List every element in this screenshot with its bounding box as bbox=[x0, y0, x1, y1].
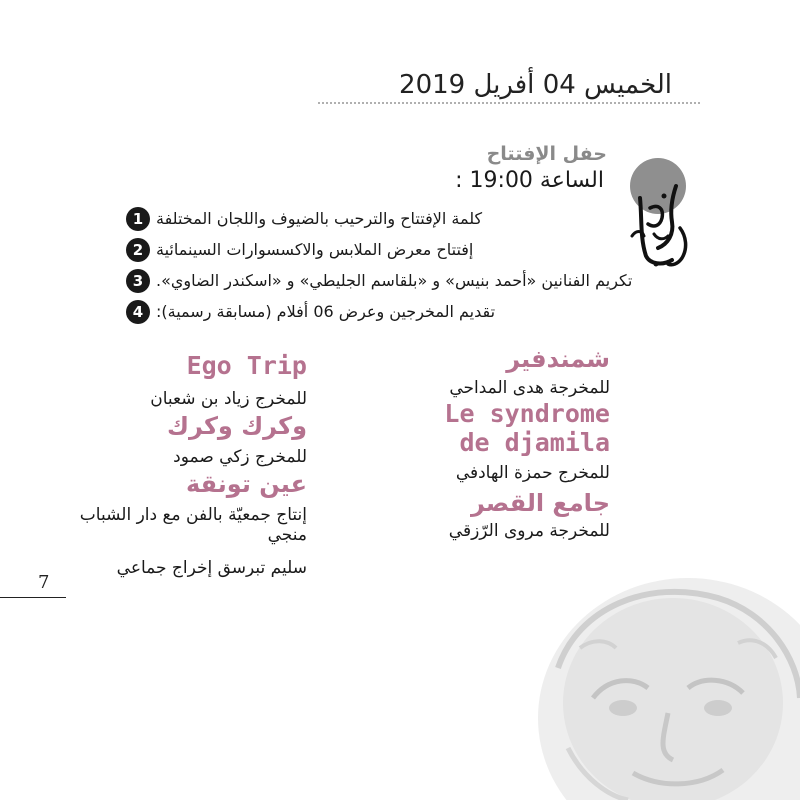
program-item-text: تكريم الفنانين «أحمد بنيس» و «بلقاسم الجليطي» و «اسكندر الضاوي». bbox=[156, 271, 633, 290]
dotted-divider bbox=[318, 102, 700, 104]
film-title: جامع القصر bbox=[470, 488, 610, 517]
calligraphy-logo-icon bbox=[628, 178, 698, 273]
film-title: شمندفير bbox=[506, 345, 610, 373]
film-credit: للمخرج زكي صمود bbox=[173, 446, 307, 467]
film-credit: سليم تبرسق إخراج جماعي bbox=[116, 557, 307, 578]
page-number: 7 bbox=[38, 572, 50, 593]
program-item bbox=[126, 265, 633, 296]
number-bullet: 2 bbox=[126, 238, 150, 262]
number-bullet: 1 bbox=[126, 207, 150, 231]
program-list bbox=[126, 203, 633, 327]
film-title: عين تونقة bbox=[185, 470, 307, 499]
program-item bbox=[126, 203, 606, 234]
film-credit: للمخرجة مروى الرّزقي bbox=[448, 521, 610, 542]
film-title: Ego Trip bbox=[186, 351, 307, 380]
opening-time: الساعة 19:00 : bbox=[455, 168, 604, 193]
number-bullet: 3 bbox=[126, 269, 150, 293]
program-item-text: كلمة الإفتتاح والترحيب بالضيوف واللجان المختلفة bbox=[156, 209, 483, 228]
portrait-illustration bbox=[498, 548, 800, 800]
page-date: الخميس 04 أفريل 2019 bbox=[399, 70, 672, 100]
film-credit: للمخرج زياد بن شعبان bbox=[150, 388, 307, 409]
number-bullet: 4 bbox=[126, 300, 150, 324]
films-right-column bbox=[370, 346, 610, 542]
program-item-text: تقديم المخرجين وعرض 06 أفلام (مسابقة رسمية): bbox=[156, 302, 496, 321]
film-credit: إنتاج جمعيّة بالفن مع دار الشباب منجي bbox=[79, 504, 307, 546]
program-item bbox=[126, 234, 606, 265]
section-title: حفل الإفتتاح bbox=[486, 143, 607, 165]
program-item bbox=[126, 296, 606, 327]
films-left-column bbox=[77, 352, 307, 578]
film-credit: للمخرجة هدى المداحي bbox=[449, 377, 610, 398]
program-item-text: إفتتاح معرض الملابس والاكسسوارات السينمائية bbox=[156, 240, 474, 259]
page-number-rule bbox=[0, 597, 66, 598]
film-title: Le syndrome de djamila bbox=[444, 398, 610, 457]
film-credit: للمخرج حمزة الهادفي bbox=[455, 463, 610, 484]
film-title: وكرك وكرك bbox=[167, 412, 307, 441]
